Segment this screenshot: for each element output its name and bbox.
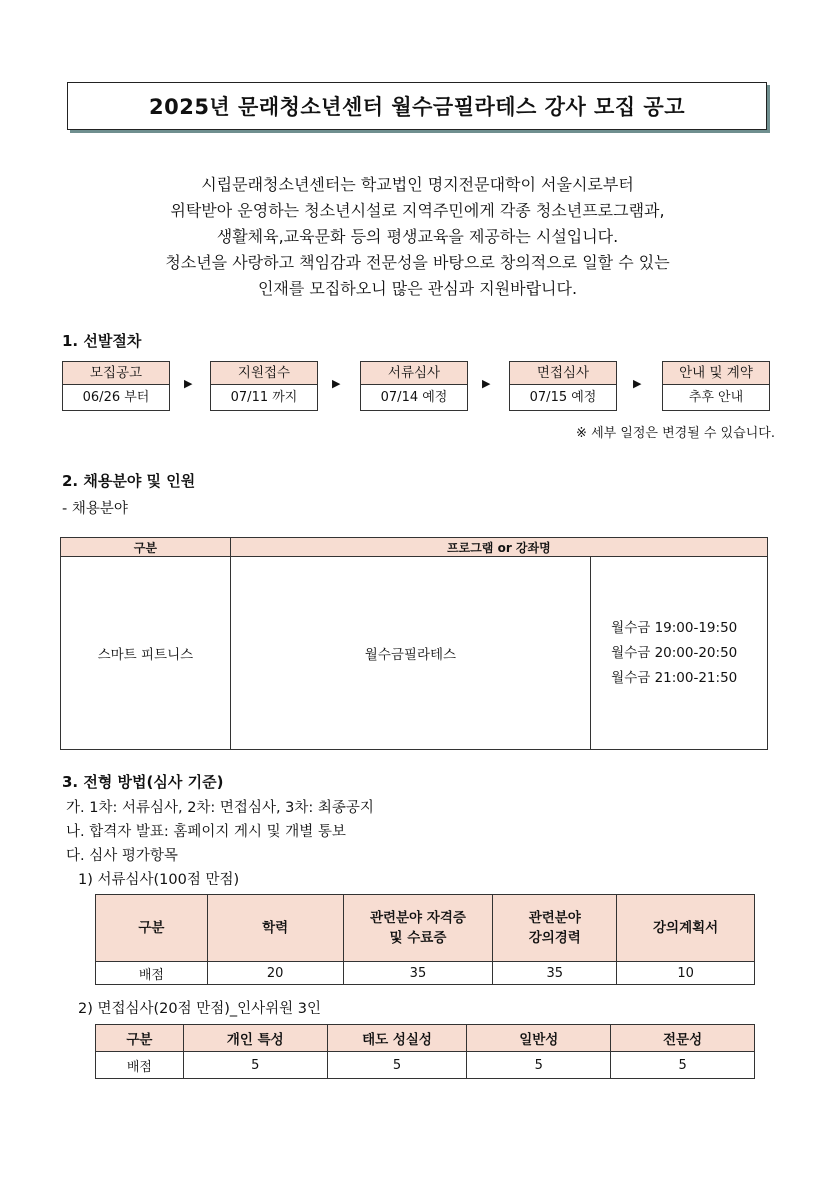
intro-line: 청소년을 사랑하고 책임감과 전문성을 바탕으로 창의적으로 일할 수 있는 bbox=[165, 253, 670, 272]
table-header: 일반성 bbox=[467, 1025, 611, 1052]
table-cell: 35 bbox=[493, 962, 617, 985]
recruit-field-table bbox=[60, 537, 768, 750]
table-cell: 5 bbox=[327, 1052, 467, 1079]
program-cell: 월수금필라테스 bbox=[230, 557, 590, 750]
selection-item: 나. 합격자 발표: 홈페이지 게시 및 개별 통보 bbox=[66, 824, 346, 840]
step-date: 06/26 부터 bbox=[82, 390, 150, 405]
arrow-right-icon: ▶ bbox=[482, 377, 491, 390]
step-contract bbox=[662, 361, 770, 411]
table-header: 강의계획서 bbox=[617, 895, 755, 962]
page-title: 2025년 문래청소년센터 월수금필라테스 강사 모집 공고 bbox=[67, 82, 767, 130]
step-interview bbox=[509, 361, 617, 411]
table-cell: 배점 bbox=[96, 962, 208, 985]
table-header: 학력 bbox=[207, 895, 343, 962]
step-recruit-notice bbox=[62, 361, 170, 411]
table-cell: 5 bbox=[611, 1052, 755, 1079]
table-cell: 배점 bbox=[96, 1052, 184, 1079]
table-header: 관련분야 강의경력 bbox=[493, 895, 617, 962]
doc-review-table bbox=[95, 894, 755, 985]
intro-paragraph bbox=[60, 172, 775, 302]
table-header: 개인 특성 bbox=[183, 1025, 327, 1052]
step-document-review bbox=[360, 361, 468, 411]
table-row bbox=[96, 1052, 755, 1079]
intro-line: 인재를 모집하오니 많은 관심과 지원바랍니다. bbox=[257, 279, 578, 298]
section-3-title: 3. 전형 방법(심사 기준) bbox=[62, 773, 224, 791]
interview-table bbox=[95, 1024, 755, 1079]
table-header: 전문성 bbox=[611, 1025, 755, 1052]
arrow-right-icon: ▶ bbox=[633, 377, 642, 390]
step-date: 07/11 까지 bbox=[230, 390, 298, 405]
time-slot: 월수금 19:00-19:50 bbox=[611, 619, 738, 636]
table-header: 태도 성실성 bbox=[327, 1025, 467, 1052]
step-label: 면접심사 bbox=[510, 362, 616, 385]
section-1-title: 1. 선발절차 bbox=[62, 332, 142, 350]
selection-item: 다. 심사 평가항목 bbox=[66, 848, 178, 864]
table-row bbox=[96, 962, 755, 985]
step-date: 07/15 예정 bbox=[529, 390, 597, 405]
doc-review-title: 1) 서류심사(100점 만점) bbox=[78, 872, 240, 888]
section-2-subtitle: - 채용분야 bbox=[62, 501, 128, 517]
time-slot: 월수금 20:00-20:50 bbox=[611, 644, 738, 661]
step-label: 서류심사 bbox=[361, 362, 467, 385]
arrow-right-icon: ▶ bbox=[184, 377, 193, 390]
table-header: 구분 bbox=[96, 1025, 184, 1052]
step-label: 안내 및 계약 bbox=[663, 362, 769, 385]
table-cell: 35 bbox=[343, 962, 493, 985]
step-date: 추후 안내 bbox=[688, 390, 744, 405]
interview-title: 2) 면접심사(20점 만점)_인사위원 3인 bbox=[78, 1001, 322, 1017]
step-label: 지원접수 bbox=[211, 362, 317, 385]
schedule-note: ※ 세부 일정은 변경될 수 있습니다. bbox=[576, 426, 775, 441]
table-header: 프로그램 or 강좌명 bbox=[230, 538, 767, 557]
category-cell: 스마트 피트니스 bbox=[61, 557, 231, 750]
intro-line: 시립문래청소년센터는 학교법인 명지전문대학이 서울시로부터 bbox=[201, 175, 634, 194]
table-cell: 5 bbox=[467, 1052, 611, 1079]
step-date: 07/14 예정 bbox=[380, 390, 448, 405]
section-2-title: 2. 채용분야 및 인원 bbox=[62, 472, 196, 490]
time-slot: 월수금 21:00-21:50 bbox=[611, 669, 738, 686]
table-cell: 5 bbox=[183, 1052, 327, 1079]
intro-line: 생활체육,교육문화 등의 평생교육을 제공하는 시설입니다. bbox=[216, 227, 619, 246]
arrow-right-icon: ▶ bbox=[332, 377, 341, 390]
selection-item: 가. 1차: 서류심사, 2차: 면접심사, 3차: 최종공지 bbox=[66, 800, 374, 816]
table-cell: 10 bbox=[617, 962, 755, 985]
step-label: 모집공고 bbox=[63, 362, 169, 385]
table-header: 관련분야 자격증 및 수료증 bbox=[343, 895, 493, 962]
times-cell bbox=[591, 557, 768, 750]
table-cell: 20 bbox=[207, 962, 343, 985]
table-header: 구분 bbox=[96, 895, 208, 962]
table-header: 구분 bbox=[61, 538, 231, 557]
intro-line: 위탁받아 운영하는 청소년시설로 지역주민에게 각종 청소년프로그램과, bbox=[170, 201, 665, 220]
step-application bbox=[210, 361, 318, 411]
